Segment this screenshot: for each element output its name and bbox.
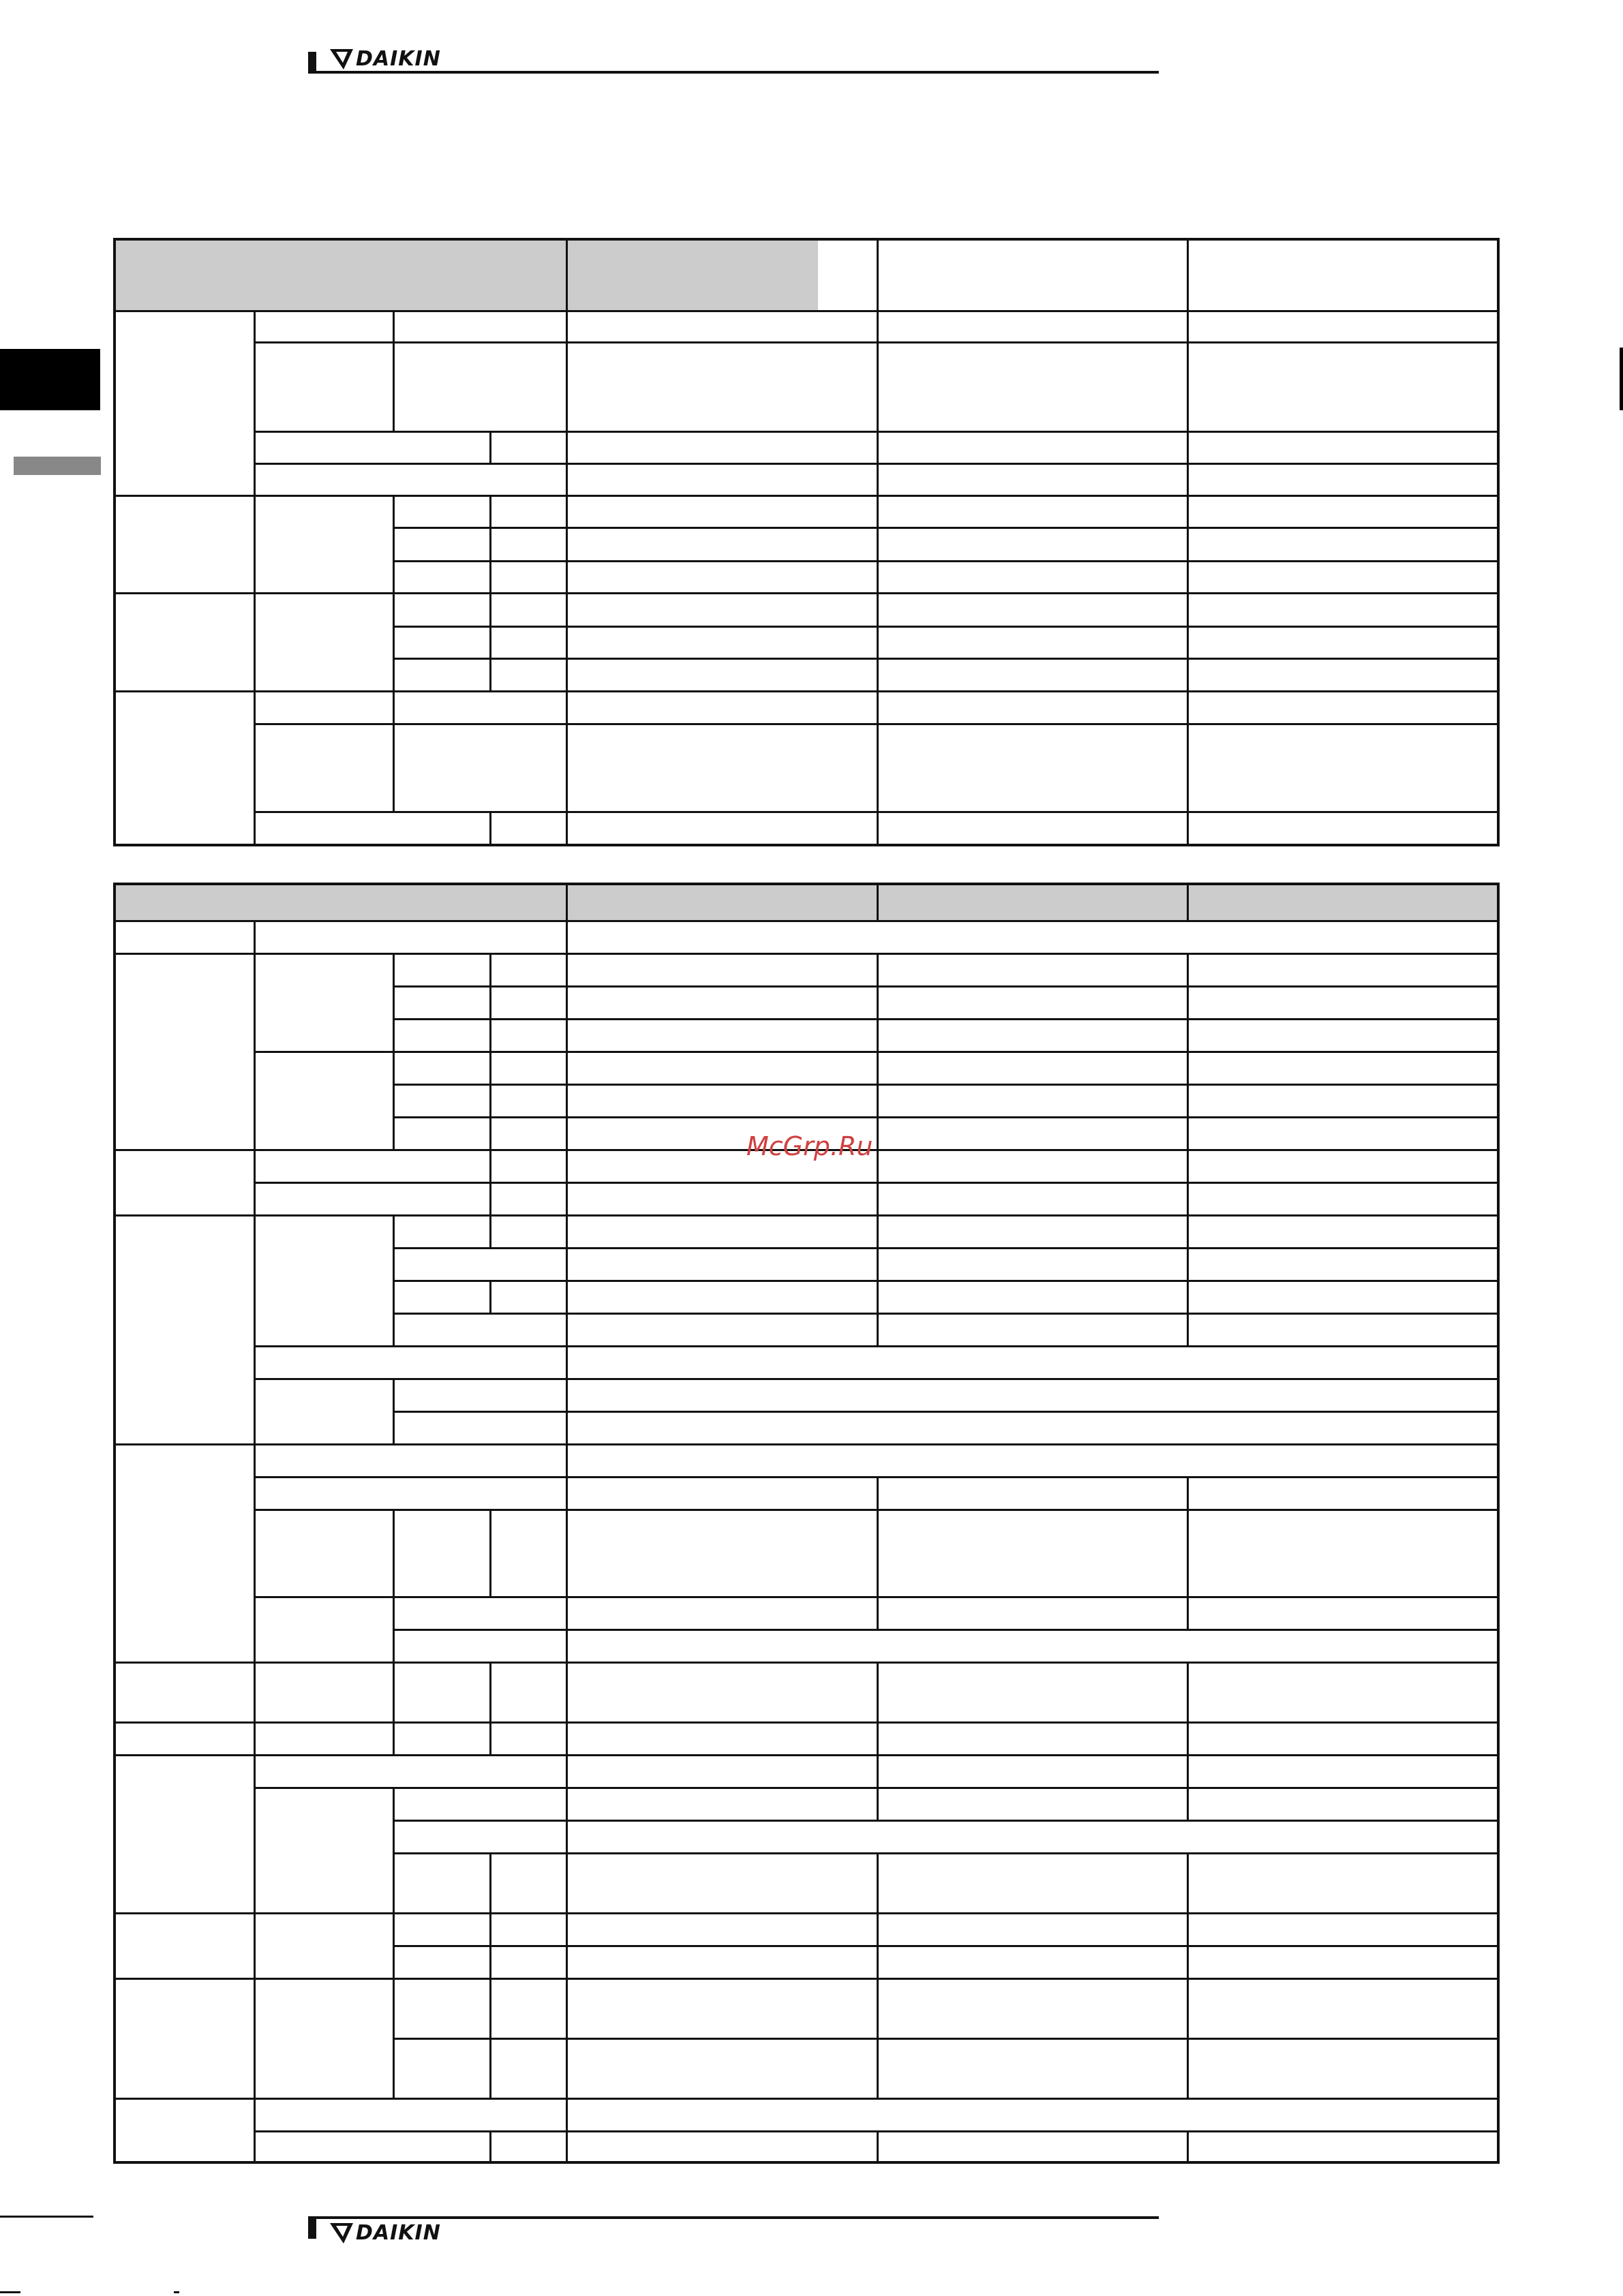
chapter-tab xyxy=(0,349,100,410)
section-tab xyxy=(14,457,101,475)
footer-dash xyxy=(0,2291,20,2293)
table2-frame xyxy=(113,883,1500,2164)
daikin-logo-icon xyxy=(330,2223,353,2244)
edge-mark xyxy=(1620,348,1623,410)
footer-rule xyxy=(308,2216,1159,2219)
footer-bar-mark xyxy=(308,2218,316,2239)
daikin-logo-icon xyxy=(330,49,353,70)
header-brand-text: DAIKIN xyxy=(356,47,441,71)
header-logo xyxy=(330,48,441,71)
footer-brand-text: DAIKIN xyxy=(356,2221,441,2245)
footer-logo xyxy=(330,2222,441,2245)
watermark-text: McGrp.Ru xyxy=(746,1131,873,1161)
table1-frame xyxy=(113,238,1500,846)
footer-left-rule xyxy=(0,2216,93,2218)
header-rule xyxy=(308,71,1159,74)
footer-dash xyxy=(174,2291,179,2293)
